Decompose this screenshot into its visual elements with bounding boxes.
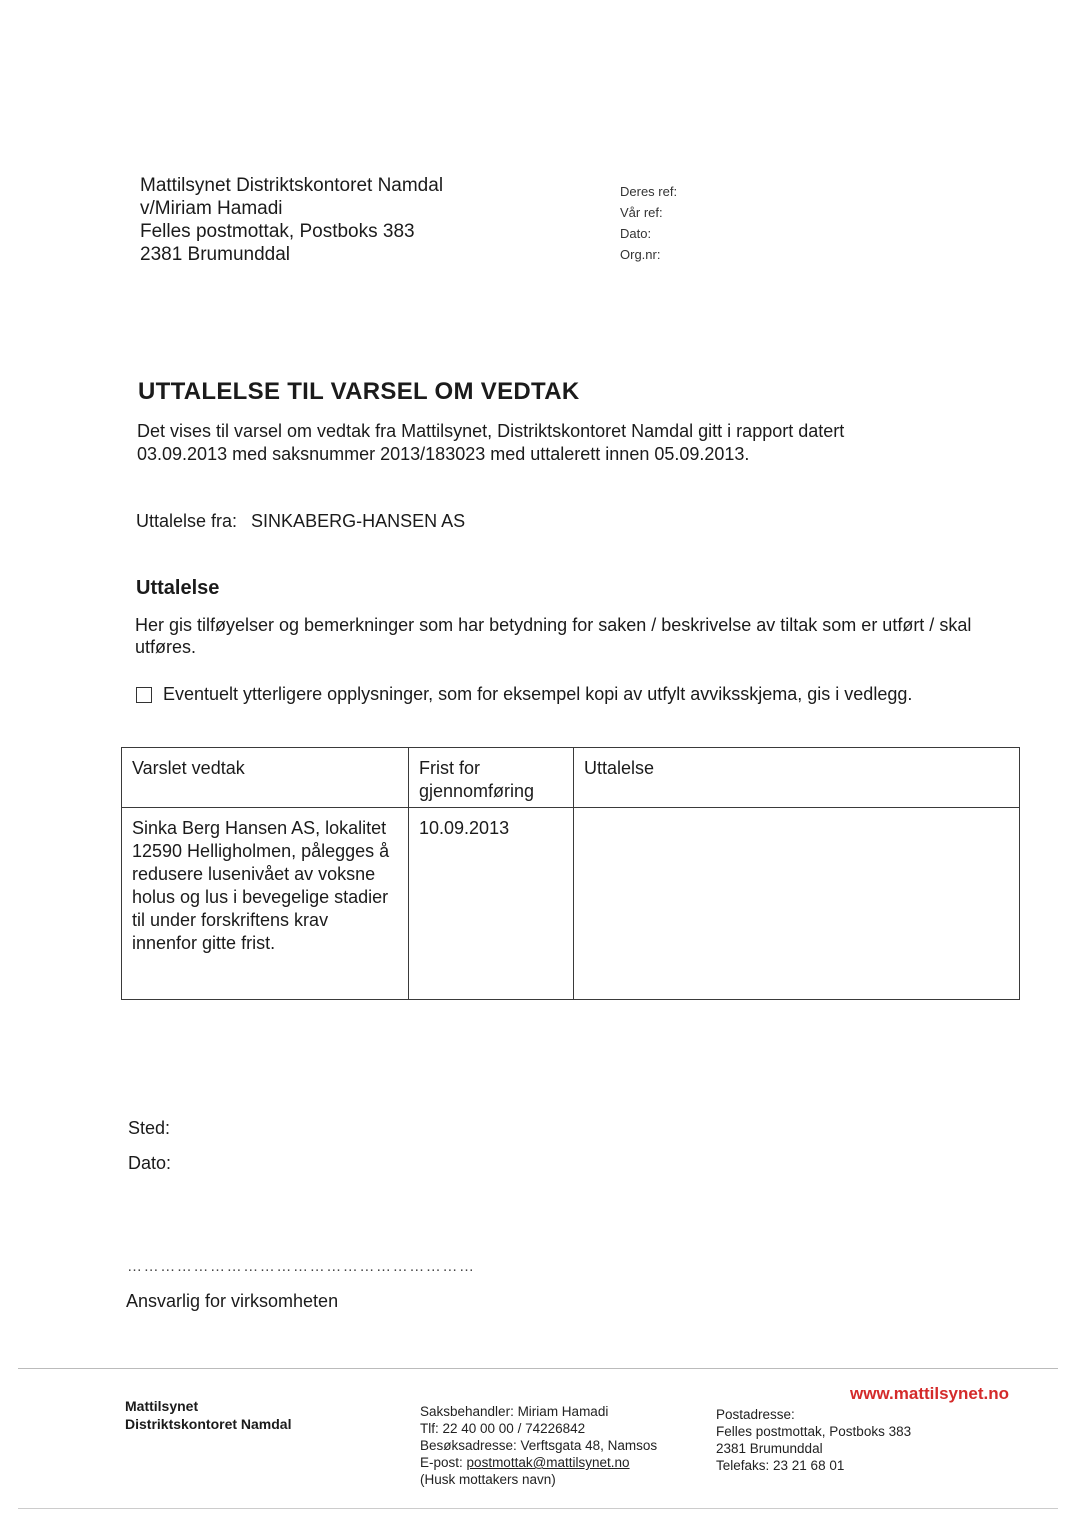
header-uttalelse: Uttalelse bbox=[574, 748, 1020, 808]
orgnr-label: Org.nr: bbox=[620, 247, 661, 262]
footer-org bbox=[125, 1397, 291, 1433]
footer-org-line-1: Mattilsynet bbox=[125, 1398, 199, 1414]
website-link[interactable]: www.mattilsynet.no bbox=[850, 1384, 1010, 1403]
reference-block bbox=[620, 181, 677, 265]
footer-telefaks: Telefaks: 23 21 68 01 bbox=[716, 1458, 845, 1473]
table-header-row bbox=[122, 748, 1020, 808]
footer-epost-row bbox=[420, 1454, 657, 1471]
recipient-line-1: Mattilsynet Distriktskontoret Namdal bbox=[140, 175, 444, 196]
extra-info-text: Eventuelt ytterligere opplysninger, som for eksempel kopi av utfylt avviksskjema, gis i vedlegg. bbox=[163, 684, 913, 704]
var-ref-label: Vår ref: bbox=[620, 205, 663, 220]
uttalelse-heading: Uttalelse bbox=[136, 577, 220, 599]
footer-saksbehandler: Saksbehandler: Miriam Hamadi bbox=[420, 1404, 609, 1419]
signature-line: ……………………………………………………… bbox=[127, 1258, 476, 1275]
cell-frist: 10.09.2013 bbox=[409, 808, 574, 1000]
statement-from-value: SINKABERG-HANSEN AS bbox=[251, 511, 466, 531]
dato-label: Dato: bbox=[128, 1153, 172, 1173]
cell-uttalelse[interactable] bbox=[574, 808, 1020, 1000]
footer-post-line-2: 2381 Brumunddal bbox=[716, 1441, 823, 1456]
cell-vedtak: Sinka Berg Hansen AS, lokalitet 12590 Helligholmen, pålegges å redusere lusenivået av voksne holus og lus i bevegelige stadier til under forskriftens krav innenfor gitte frist. bbox=[122, 808, 409, 1000]
footer-divider bbox=[18, 1368, 1058, 1369]
intro-paragraph: Det vises til varsel om vedtak fra Mattilsynet, Distriktskontoret Namdal gitt i rapport datert 03.09.2013 med saksnummer 2013/183023 med uttalerett innen 05.09.2013. bbox=[137, 421, 845, 464]
footer-postal bbox=[716, 1406, 911, 1474]
footer-tlf: Tlf: 22 40 00 00 / 74226842 bbox=[420, 1421, 586, 1436]
attachment-checkbox[interactable] bbox=[136, 687, 152, 703]
extra-info-row bbox=[136, 684, 912, 705]
recipient-line-2: v/Miriam Hamadi bbox=[140, 198, 283, 219]
table-row bbox=[122, 808, 1020, 1000]
footer-contact bbox=[420, 1403, 657, 1488]
recipient-address bbox=[140, 174, 443, 266]
footer-husk: (Husk mottakers navn) bbox=[420, 1472, 556, 1487]
help-text: Her gis tilføyelser og bemerkninger som har betydning for saken / beskrivelse av tiltak som er utført / skal utføres. bbox=[135, 615, 972, 657]
footer-email-link[interactable]: postmottak@mattilsynet.no bbox=[466, 1455, 630, 1470]
page-bottom-edge bbox=[18, 1508, 1058, 1509]
recipient-line-3: Felles postmottak, Postboks 383 bbox=[140, 221, 415, 242]
statement-from bbox=[136, 511, 465, 532]
recipient-line-4: 2381 Brumunddal bbox=[140, 244, 290, 265]
document-title: UTTALELSE TIL VARSEL OM VEDTAK bbox=[138, 378, 580, 405]
dato-ref-label: Dato: bbox=[620, 226, 652, 241]
vedtak-table bbox=[121, 747, 1020, 1000]
footer-org-line-2: Distriktskontoret Namdal bbox=[125, 1416, 292, 1432]
footer-epost-label: E-post: bbox=[420, 1455, 463, 1470]
sted-label: Sted: bbox=[128, 1118, 171, 1138]
responsible-label: Ansvarlig for virksomheten bbox=[126, 1291, 339, 1311]
footer-post-line-1: Felles postmottak, Postboks 383 bbox=[716, 1424, 912, 1439]
deres-ref-label: Deres ref: bbox=[620, 184, 678, 199]
header-frist: Frist for gjennomføring bbox=[409, 748, 574, 808]
footer-post-label: Postadresse: bbox=[716, 1407, 795, 1422]
footer-besok: Besøksadresse: Verftsgata 48, Namsos bbox=[420, 1438, 658, 1453]
statement-from-label: Uttalelse fra: bbox=[136, 511, 238, 531]
header-varslet-vedtak: Varslet vedtak bbox=[122, 748, 409, 808]
